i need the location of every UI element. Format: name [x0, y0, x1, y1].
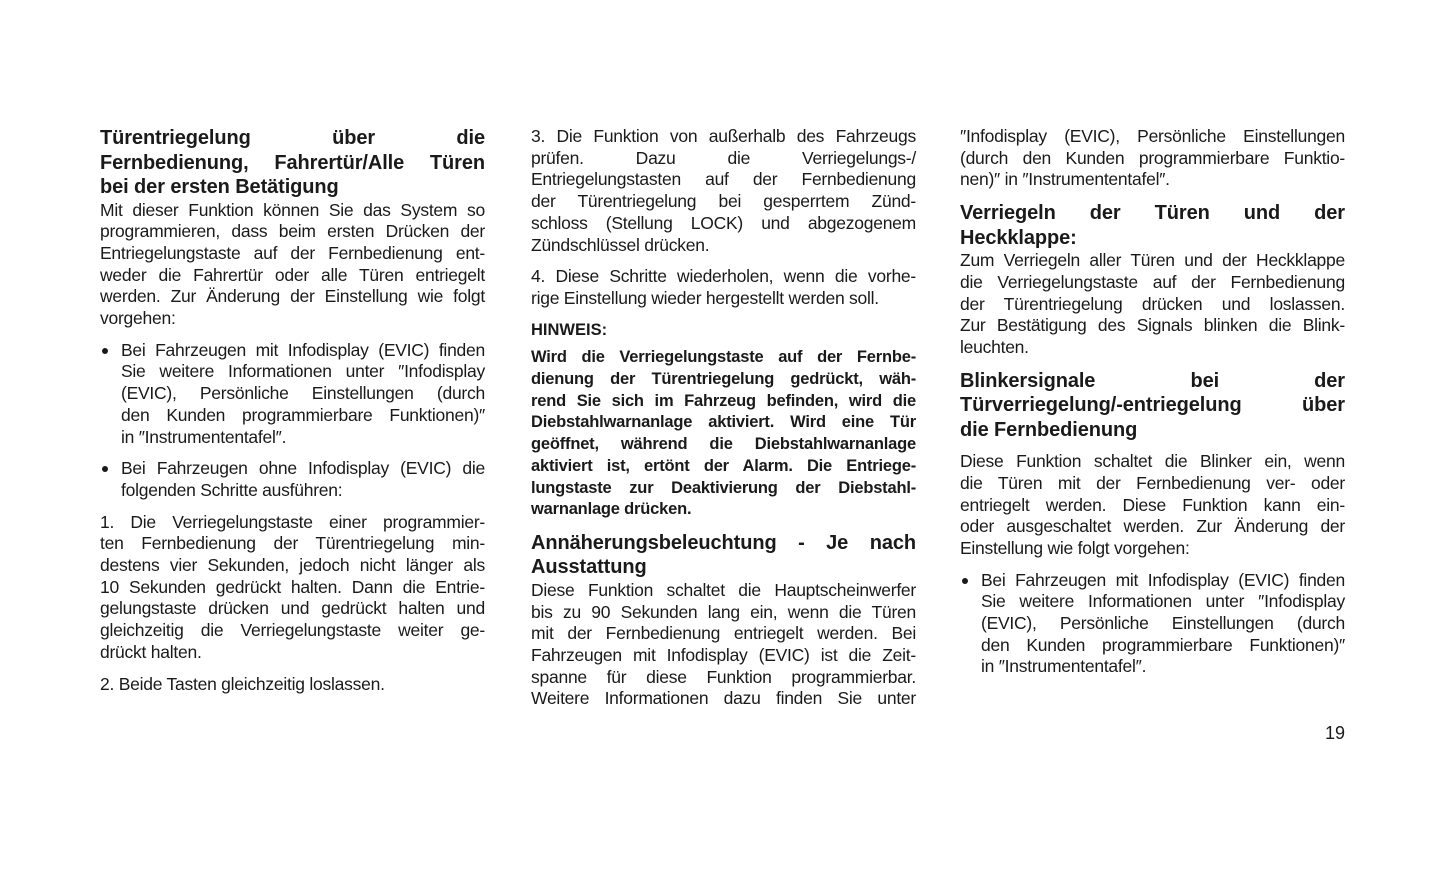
text-line: Türentriegelung über die	[100, 127, 485, 149]
text-line: spanne für diese Funktion programmierbar.	[531, 666, 916, 687]
column-3	[960, 126, 1345, 688]
text-line: prüfen. Dazu die Verriegelungs-/	[531, 147, 916, 168]
text-line: HINWEIS:	[531, 320, 608, 339]
bullet-item	[100, 458, 485, 501]
text-line: Weitere Informationen dazu finden Sie unter	[531, 688, 916, 709]
text-line: die Fernbedienung	[960, 418, 1138, 441]
section-heading	[100, 126, 485, 200]
text-line: destens vier Sekunden, jedoch nicht länger als	[100, 555, 485, 576]
paragraph	[531, 266, 916, 309]
page-number: 19	[1324, 723, 1345, 743]
text-line: Bei Fahrzeugen ohne Infodisplay (EVIC) die	[121, 458, 485, 479]
text-line: warnanlage drücken.	[531, 500, 692, 519]
text-line: gleichzeitig die Verriegelungstaste weiter ge-	[100, 620, 485, 641]
paragraph	[531, 126, 916, 256]
text-line: rige Einstellung wieder hergestellt werden soll.	[531, 287, 879, 308]
text-line: lungstaste zur Deaktivierung der Diebstahl-	[531, 478, 916, 497]
bullet-icon	[102, 466, 108, 472]
text-line: ten Fernbedienung der Türentriegelung min-	[100, 533, 485, 554]
bullet-icon	[962, 578, 968, 584]
paragraph	[960, 126, 1345, 191]
text-line: Blinkersignale bei der	[960, 369, 1345, 392]
text-line: (durch den Kunden programmierbare Funktio-	[960, 147, 1345, 168]
text-line: 1. Die Verriegelungstaste einer programmier-	[100, 511, 485, 532]
text-line: Annäherungsbeleuchtung - Je nach	[531, 531, 916, 554]
text-line: vorgehen:	[100, 308, 176, 329]
text-line: (EVIC), Persönliche Einstellungen (durch	[121, 383, 485, 404]
text-line: rend Sie sich im Fahrzeug befinden, wird die	[531, 391, 916, 410]
text-line: der Türentriegelung drücken und loslassen.	[960, 293, 1345, 314]
text-line: entriegelt werden. Diese Funktion kann ein-	[960, 494, 1345, 515]
text-line: Entriegelungstasten auf der Fernbedienung	[531, 169, 916, 190]
text-line: gelungstaste drücken und gedrückt halten und	[100, 598, 485, 619]
text-line: die Verriegelungstaste auf der Fernbedienung	[960, 271, 1345, 292]
text-line: Zündschlüssel drücken.	[531, 234, 710, 255]
paragraph	[960, 250, 1345, 359]
paragraph	[531, 580, 916, 710]
note-text	[531, 347, 916, 521]
bullet-icon	[102, 348, 108, 354]
text-line: oder ausgeschaltet werden. Zur Änderung der	[960, 516, 1345, 537]
text-line: geöffnet, während die Diebstahlwarnanlage	[531, 435, 916, 454]
paragraph	[100, 512, 485, 664]
text-line: 4. Diese Schritte wiederholen, wenn die vorhe-	[531, 266, 916, 287]
text-line: Zum Verriegeln aller Türen und der Heckklappe	[960, 250, 1345, 271]
text-line: Bei Fahrzeugen mit Infodisplay (EVIC) finden	[121, 339, 485, 360]
text-line: den Kunden programmierbare Funktionen)″	[981, 634, 1345, 655]
paragraph	[100, 200, 485, 330]
text-line: nen)″ in ″Instrumententafel″.	[960, 169, 1170, 190]
text-line: Verriegeln der Türen und der	[960, 202, 1345, 225]
text-line: Diese Funktion schaltet die Hauptscheinwerfer	[531, 579, 916, 600]
text-line: Diebstahlwarnanlage aktiviert. Wird eine Tür	[531, 413, 916, 432]
text-line: in ″Instrumententafel″.	[121, 426, 287, 447]
text-line: den Kunden programmierbare Funktionen)″	[121, 404, 485, 425]
text-line: Sie weitere Informationen unter ″Infodisplay	[981, 591, 1345, 612]
text-line: Fahrzeugen mit Infodisplay (EVIC) ist die Zeit-	[531, 645, 916, 666]
paragraph	[100, 674, 485, 696]
text-line: Diese Funktion schaltet die Blinker ein, wenn	[960, 451, 1345, 472]
text-line: (EVIC), Persönliche Einstellungen (durch	[981, 613, 1345, 634]
note-label	[531, 320, 916, 342]
text-line: Mit dieser Funktion können Sie das System so	[100, 199, 485, 220]
text-line: Wird die Verriegelungstaste auf der Fernbe-	[531, 348, 916, 367]
text-line: 10 Sekunden gedrückt halten. Dann die Entrie-	[100, 576, 485, 597]
text-line: bis zu 90 Sekunden lang ein, wenn die Türen	[531, 601, 916, 622]
text-line: Heckklappe:	[960, 226, 1077, 249]
text-line: ″Infodisplay (EVIC), Persönliche Einstellungen	[960, 126, 1345, 146]
text-line: 3. Die Funktion von außerhalb des Fahrzeugs	[531, 126, 916, 146]
section-heading	[960, 201, 1345, 250]
column-2	[531, 126, 916, 720]
paragraph	[960, 451, 1345, 560]
text-line: bei der ersten Betätigung	[100, 176, 339, 198]
bullet-item	[960, 570, 1345, 679]
text-line: Zur Bestätigung des Signals blinken die Blink-	[960, 315, 1345, 336]
text-line: mit der Fernbedienung entriegelt werden. Bei	[531, 623, 916, 644]
section-heading	[960, 369, 1345, 443]
text-line: programmieren, dass beim ersten Drücken der	[100, 221, 485, 242]
text-line: Bei Fahrzeugen mit Infodisplay (EVIC) finden	[981, 569, 1345, 590]
column-1	[100, 126, 485, 705]
text-line: schloss (Stellung LOCK) und abgezogenem	[531, 212, 916, 233]
text-line: leuchten.	[960, 336, 1029, 357]
text-line: 2. Beide Tasten gleichzeitig loslassen.	[100, 673, 385, 694]
text-line: Entriegelungstaste auf der Fernbedienung ent-	[100, 242, 485, 263]
text-line: Türverriegelung/-entriegelung über	[960, 394, 1345, 417]
text-line: in ″Instrumententafel″.	[981, 656, 1147, 677]
section-heading	[531, 531, 916, 580]
text-line: drückt halten.	[100, 641, 202, 662]
text-line: die Türen mit der Fernbedienung ver- oder	[960, 472, 1345, 493]
text-line: Sie weitere Informationen unter ″Infodisplay	[121, 361, 485, 382]
text-line: aktiviert ist, ertönt der Alarm. Die Entriege-	[531, 456, 916, 475]
text-line: Ausstattung	[531, 556, 647, 579]
text-line: werden. Zur Änderung der Einstellung wie folgt	[100, 286, 485, 307]
text-line: Fernbedienung, Fahrertür/Alle Türen	[100, 151, 485, 174]
text-line: Einstellung wie folgt vorgehen:	[960, 537, 1190, 558]
text-line: weder die Fahrertür oder alle Türen entriegelt	[100, 264, 485, 285]
text-line: folgenden Schritte ausführen:	[121, 479, 343, 500]
text-line: der Türentriegelung bei gesperrtem Zünd-	[531, 191, 916, 212]
bullet-item	[100, 340, 485, 449]
text-line: dienung der Türentriegelung gedrückt, wäh-	[531, 370, 916, 389]
